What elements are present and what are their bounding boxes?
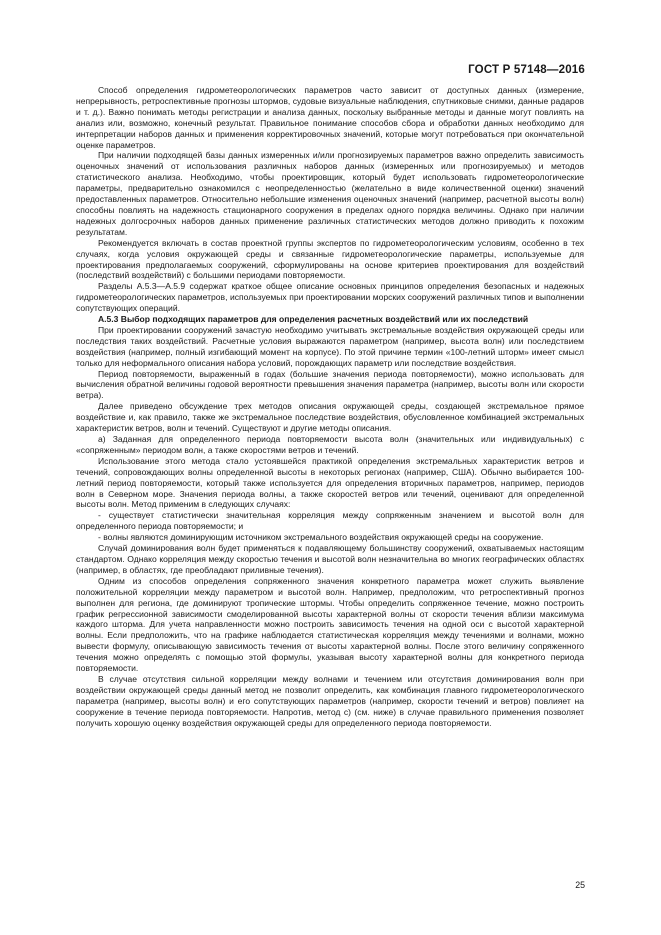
paragraph: Рекомендуется включать в состав проектной группы экспертов по гидрометеорологическим условиям, особенно в тех случаях, когда условия окружающей среды и связанные гидрометеорологические параметры, используемые для проектирования предполагаемых сооружений, сформулированы на основе критериев проектирования для воздействий (последствий воздействий) с большими периодами повторяемости. [76,237,584,281]
paragraph: Использование этого метода стало устоявшейся практикой определения экстремальных характеристик ветров и течений, сопровождающих волны определенной высоты в некоторых регионах (например, США). Обычно выбирается 100-летний период повторяемости, который также используется для определения вторичных параметров, например, периодов волн в Северном море. Значения периода волны, а также скоростей ветров или течений, оценивают для определенной высоты волн. Метод применим в следующих случаях: [76,455,584,510]
list-item: - существует статистически значительная корреляция между сопряженным значением и высотой волн для определенного периода повторяемости; и [76,510,584,532]
paragraph: а) Заданная для определенного периода повторяемости высота волн (значительных или индивидуальных) с «сопряженным» периодом волн, а также скоростями ветров и течений. [76,434,584,455]
paragraph: Период повторяемости, выраженный в годах (большие значения периода повторяемости), можно использовать для вычисления обратной величины годовой вероятности превышения значения параметра (например, высоты волн или скорости ветра). [76,368,584,401]
paragraph: Далее приведено обсуждение трех методов описания окружающей среды, создающей экстремальное прямое воздействие и, как правило, также же экстремальное последствие воздействия, обусловленное комбинацией экстремальных характеристик ветров, волн и течений. Существуют и другие методы описания. [76,401,584,434]
paragraph: Случай доминирования волн будет применяться к подавляющему большинству сооружений, охватываемых настоящим стандартом. Однако корреляция между скоростью течения и высотой волн незначительна во многих географических областях (например, в областях, где преобладают приливные течения). [76,543,584,575]
paragraph: Способ определения гидрометеорологических параметров часто зависит от доступных данных (измерение, непрерывность, ретроспективные прогнозы штормов, судовые визуальные наблюдения, спутниковые снимки, данные радаров и т. д.). Важно понимать методы регистрации и анализа данных, поскольку выбранные методы и данные могут повлиять на анализ или, возможно, конечный результат. Правильное понимание способов сбора и обработки данных необходимо для интерпретации наборов данных и применения корректировочных значений, которые могут потребоваться при окончательной оценке параметров. [76,85,584,150]
body-text [76,85,584,728]
paragraph: Одним из способов определения сопряженного значения конкретного параметра может служить выявление положительной корреляции между параметром и высотой волн. Например, предположим, что ретроспективный прогноз выполнен для региона, где доминируют тропические штормы. Чтобы определить сопряженное течение, можно построить график регрессионной зависимости смоделированной высоты характерной волны от скорости течения вблизи максимума каждого шторма. Для учета направленности можно построить зависимость течения на одной оси с высотой характерной волны. Если предположить, что на графике наблюдается статистическая корреляция между течениями и волнами, можно вывести формулу, описывающую зависимость течения от высоты характерной волны. После этого величину сопряженного течения можно определять с помощью этой формулы, указывая высоту характерной волны для конкретного периода повторяемости. [76,575,584,674]
paragraph: При проектировании сооружений зачастую необходимо учитывать экстремальные воздействия окружающей среды или последствия таких воздействий. Расчетные условия выражаются параметром (например, высота волн) или последствием воздействия (например, полный изгибающий момент на корпусе). По этой причине термин «100-летний шторм» имеет смысл только для неформального описания набора условий, порождающих параметр или последствие воздействия. [76,324,584,368]
section-heading: А.5.3 Выбор подходящих параметров для определения расчетных воздействий или их последствий [98,314,529,325]
page-number: 25 [575,880,585,890]
paragraph: Разделы А.5.3—А.5.9 содержат краткое общее описание основных принципов определения безопасных и надежных гидрометеорологических параметров, используемых при проектировании морских сооружений различных типов и выполнении сопутствующих операций. [76,281,584,314]
document-code-header: ГОСТ Р 57148—2016 [468,64,585,76]
paragraph: При наличии подходящей базы данных измеренных и/или прогнозируемых параметров важно определить зависимость оценочных значений от использования различных наборов данных (измеренных или прогнозируемых) и методов статистического анализа. Необходимо, чтобы проектировщик, который будет использовать гидрометеорологические параметры, предварительно ознакомился с неопределенностью (желательно в виде количественной оценки) значений предоставленных параметров. Относительно небольшие изменения оценочных значений (например, расчетной высоты волн) способны повлиять на надежность стационарного сооружения в пределах одного порядка величины. Однако при наличии надежных долгосрочных наборов данных применение различных статистических методов должно приводить к похожим результатам. [76,150,584,237]
paragraph: В случае отсутствия сильной корреляции между волнами и течением или отсутствия доминирования волн при воздействии окружающей среды данный метод не позволит определить, как комбинация главного гидрометеорологического параметра (например, высоты волн) и его сопутствующих параметров (например, скорости течений и ветров) повлияет на сооружение в течение периода повторяемости. Напротив, метод с) (см. ниже) в случае правильного применения позволяет получить хорошую оценку воздействия окружающей среды для определенного периода повторяемости. [76,673,584,728]
list-item: - волны являются доминирующим источником экстремального воздействия окружающей среды на сооружение. [98,532,544,543]
